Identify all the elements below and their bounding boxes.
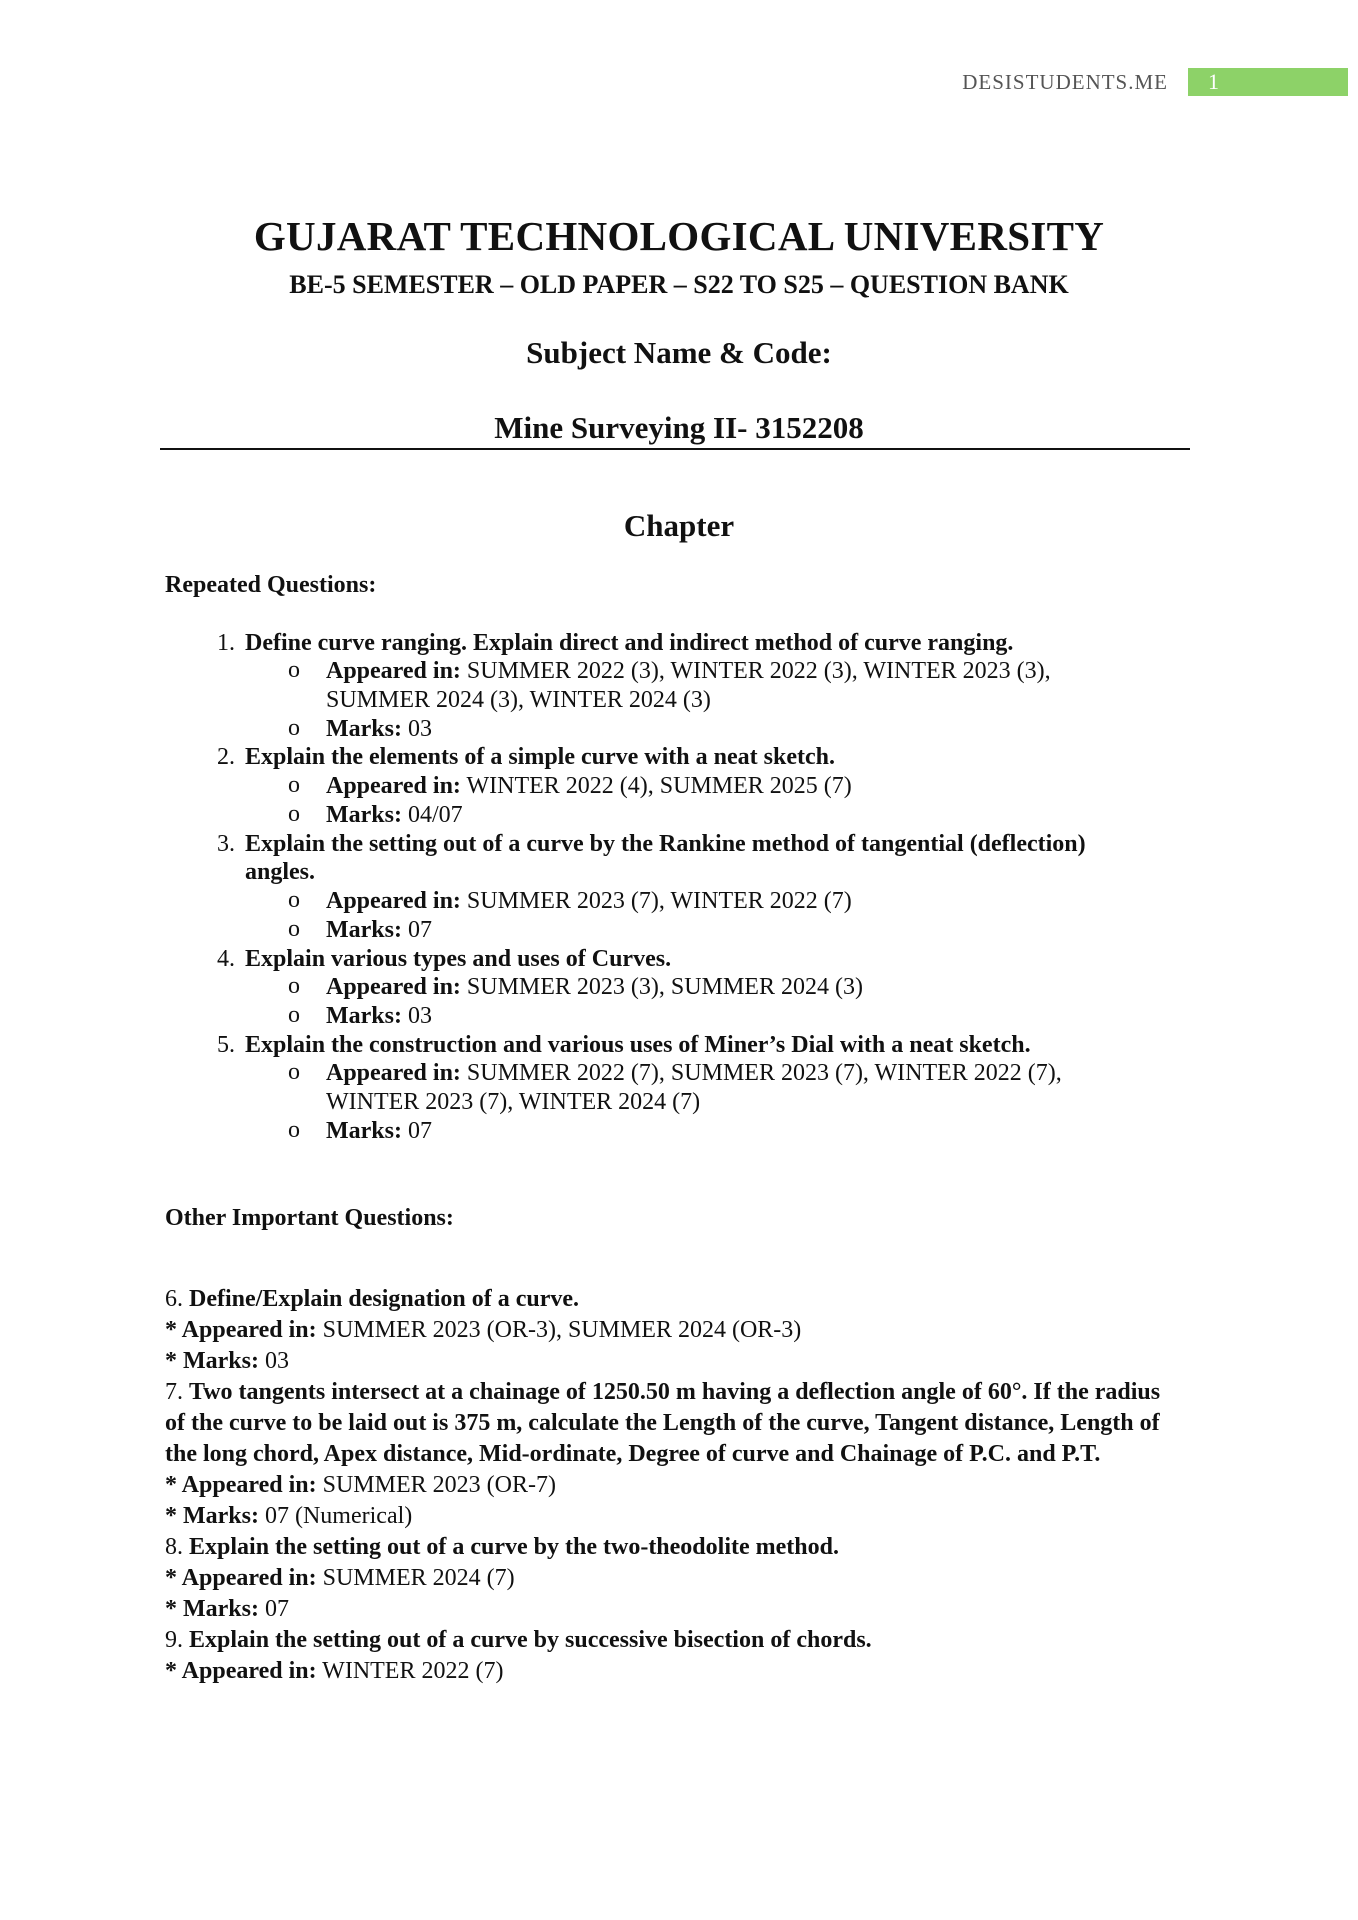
subject-label: Subject Name & Code: xyxy=(526,335,832,370)
bullet: o xyxy=(288,887,300,913)
list-item: 6. Define/Explain designation of a curve. * Appeared in: SUMMER 2023 (OR-3), SUMMER 2024 (OR-3) * Marks: 03 7. Two tangents intersect at a chainage of 1250.50 m having a deflection angle of 60°. If the radius of the curve to be laid out is 375 m, calculate the Length of the curve, Tangent distance, Length of the long chord, Apex distance, Mid-ordinate, Degree of curve and Chainage of P.C. and P.T. * Appeared in: SUMMER 2023 (OR-7) * Marks: 07 (Numerical) 8. Explain the setting out of a curve by the two-theodolite method. * Appeared in: SUMMER 2024 (7) * Marks: 07 9. Explain the setting out of a curve by successive bisection of chords. * Appeared in: WINTER 2022 (7) xyxy=(165,1286,1161,1684)
question-text: Define curve ranging. Explain direct and indirect method of curve ranging. xyxy=(245,630,1014,656)
question-number: 2. xyxy=(217,744,235,770)
bullet: o xyxy=(288,772,300,798)
appeared-in: Appeared in: WINTER 2022 (4), SUMMER 2025 (7) xyxy=(326,773,852,799)
bullet: o xyxy=(288,801,300,827)
appeared-in: Appeared in: SUMMER 2023 (7), WINTER 2022 (7) xyxy=(326,888,852,914)
title-divider xyxy=(160,448,1190,450)
page-number-badge: 1 xyxy=(1188,68,1348,96)
question-text: Explain the setting out of a curve by the Rankine method of tangential (deflection) angles. xyxy=(245,831,1086,885)
bullet: o xyxy=(288,1002,300,1028)
bullet: o xyxy=(288,973,300,999)
bullet: o xyxy=(288,916,300,942)
marks: Marks: 07 xyxy=(326,917,432,943)
question-number: 4. xyxy=(217,946,235,972)
question-number: 3. xyxy=(217,831,235,857)
bullet: o xyxy=(288,1059,300,1085)
university-title: GUJARAT TECHNOLOGICAL UNIVERSITY xyxy=(253,213,1105,259)
question-number: 5. xyxy=(217,1032,235,1058)
page-header xyxy=(0,70,1358,100)
subject-name: Mine Surveying II- 3152208 xyxy=(494,410,864,445)
question-text: Explain the construction and various uses of Miner’s Dial with a neat sketch. xyxy=(245,1032,1031,1058)
marks: Marks: 03 xyxy=(326,716,432,742)
other-questions-heading: Other Important Questions: xyxy=(165,1205,454,1231)
chapter-heading: Chapter xyxy=(623,508,735,543)
bullet: o xyxy=(288,1117,300,1143)
bullet: o xyxy=(288,715,300,741)
appeared-in: Appeared in: SUMMER 2022 (3), WINTER 2022 (3), WINTER 2023 (3), SUMMER 2024 (3), WINTER 2024 (3) xyxy=(326,658,1051,713)
question-text: Explain various types and uses of Curves. xyxy=(245,946,672,972)
appeared-in: Appeared in: SUMMER 2023 (3), SUMMER 2024 (3) xyxy=(326,974,863,1000)
marks: Marks: 04/07 xyxy=(326,802,463,828)
marks: Marks: 07 xyxy=(326,1118,432,1144)
bullet: o xyxy=(288,657,300,683)
semester-line: BE-5 SEMESTER – OLD PAPER – S22 TO S25 – QUESTION BANK xyxy=(289,270,1069,299)
repeated-questions-heading: Repeated Questions: xyxy=(165,572,377,598)
question-text: Explain the elements of a simple curve with a neat sketch. xyxy=(245,744,835,770)
site-name: DESISTUDENTS.ME xyxy=(962,70,1168,94)
question-number: 1. xyxy=(217,630,235,656)
marks: Marks: 03 xyxy=(326,1003,432,1029)
appeared-in: Appeared in: SUMMER 2022 (7), SUMMER 2023 (7), WINTER 2022 (7), WINTER 2023 (7), WINTER 2024 (7) xyxy=(326,1060,1062,1115)
